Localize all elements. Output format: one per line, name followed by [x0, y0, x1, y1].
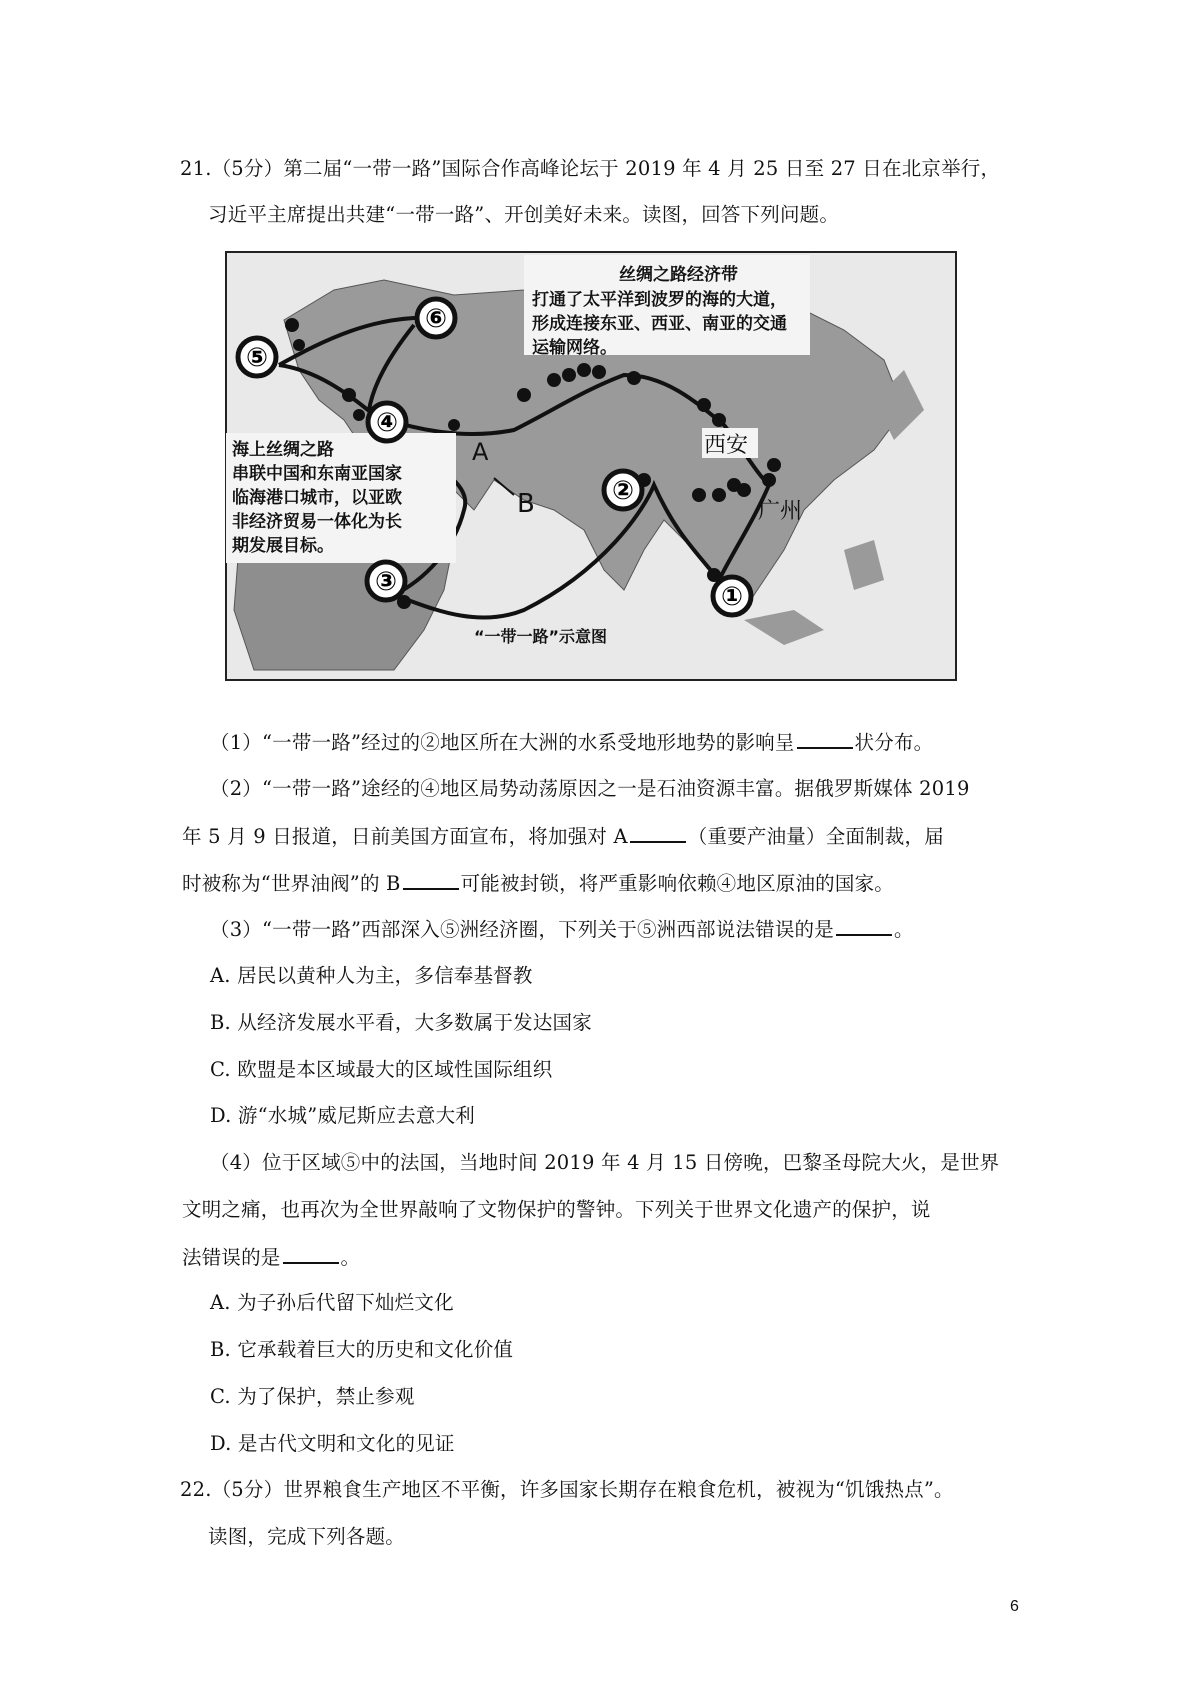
belt-and-road-map	[224, 250, 974, 690]
q21-sub4-option-a: A. 为子孙后代留下灿烂文化	[210, 1291, 454, 1314]
marker-3	[367, 562, 405, 600]
marker-2	[604, 471, 642, 509]
svg-text:②: ②	[611, 476, 635, 506]
q21-sub3-option-b: B. 从经济发展水平看，大多数属于发达国家	[210, 1011, 592, 1034]
sea-route-text: 串联中国和东南亚国家	[232, 464, 402, 484]
marker-1	[713, 577, 751, 615]
guangzhou-label: 广州	[758, 499, 803, 524]
q21-sub4-text: 法错误的是	[182, 1246, 281, 1269]
q21-sub4-text-end: 。	[340, 1246, 361, 1269]
marker-6	[417, 299, 455, 337]
q21-sub3-option-a: A. 居民以黄种人为主，多信奉基督教	[210, 964, 533, 987]
map-caption: “一带一路”示意图	[474, 627, 608, 646]
q21-sub2-line-1: （2）“一带一路”途经的④地区局势动荡原因之一是石油资源丰富。据俄罗斯媒体 2019	[210, 777, 970, 800]
q22-stem-line-2: 读图，完成下列各题。	[208, 1525, 406, 1548]
q21-sub3	[210, 914, 914, 945]
q21-sub4-line-1: （4）位于区域⑤中的法国，当地时间 2019 年 4 月 15 日傍晚，巴黎圣母院大火，是世界	[210, 1151, 1000, 1174]
land-route-text: 打通了太平洋到波罗的海的大道，	[532, 290, 787, 310]
answer-blank	[797, 727, 853, 749]
q21-sub2-text: 年 5 月 9 日报道，日前美国方面宣布，将加强对 A	[182, 825, 628, 848]
q21-sub3-text: （3）“一带一路”西部深入⑤洲经济圈，下列关于⑤洲西部说法错误的是	[210, 918, 834, 941]
q21-sub4-line-3	[182, 1242, 360, 1273]
q21-sub2-text: 时被称为“世界油阀”的 B	[182, 872, 401, 895]
marker-5	[238, 338, 276, 376]
q22-stem-line-1: 22.（5分）世界粮食生产地区不平衡，许多国家长期存在粮食危机，被视为“饥饿热点”。	[180, 1478, 954, 1501]
svg-text:①: ①	[720, 582, 744, 612]
svg-text:③: ③	[374, 567, 398, 597]
answer-blank	[630, 821, 686, 843]
page-number: 6	[1010, 1598, 1019, 1615]
q21-sub4-option-b: B. 它承载着巨大的历史和文化价值	[210, 1338, 514, 1361]
label-a: A	[472, 438, 489, 466]
q21-sub4-option-d: D. 是古代文明和文化的见证	[210, 1432, 455, 1455]
q21-sub2-line-3	[182, 868, 894, 899]
q21-sub2-line-2	[182, 821, 944, 852]
q21-stem-line-2: 习近平主席提出共建“一带一路”、开创美好未来。读图，回答下列问题。	[208, 203, 840, 226]
q21-sub4-option-c: C. 为了保护，禁止参观	[210, 1385, 415, 1408]
answer-blank	[403, 868, 459, 890]
land-route-text: 运输网络。	[532, 338, 617, 358]
svg-text:⑤: ⑤	[245, 343, 269, 373]
q21-sub3-option-d: D. 游“水城”威尼斯应去意大利	[210, 1104, 475, 1127]
q21-sub2-text: （重要产油量）全面制裁，届	[687, 825, 944, 848]
q21-sub1-text-end: 状分布。	[854, 731, 934, 754]
land-route-text: 形成连接东亚、西亚、南亚的交通	[532, 314, 787, 334]
svg-text:⑥: ⑥	[424, 304, 448, 334]
sea-route-text: 临海港口城市，以亚欧	[232, 488, 402, 508]
sea-route-text: 海上丝绸之路	[232, 440, 334, 460]
sea-route-text: 非经济贸易一体化为长	[232, 512, 402, 532]
marker-4	[368, 403, 406, 441]
q21-sub1-text: （1）“一带一路”经过的②地区所在大洲的水系受地形地势的影响呈	[210, 731, 795, 754]
q21-sub3-option-c: C. 欧盟是本区域最大的区域性国际组织	[210, 1058, 553, 1081]
land-route-title: 丝绸之路经济带	[619, 265, 738, 285]
q21-sub2-text: 可能被封锁，将严重影响依赖④地区原油的国家。	[460, 872, 894, 895]
q21-stem-line-1: 21.（5分）第二届“一带一路”国际合作高峰论坛于 2019 年 4 月 25 日至 27 日在北京举行，	[180, 157, 1001, 180]
svg-text:④: ④	[375, 408, 399, 438]
label-b: B	[517, 489, 535, 519]
sea-route-text: 期发展目标。	[232, 536, 334, 556]
q21-sub3-text-end: 。	[893, 918, 914, 941]
q21-sub1	[210, 727, 933, 758]
xian-label: 西安	[704, 433, 749, 458]
answer-blank	[283, 1242, 339, 1264]
answer-blank	[836, 914, 892, 936]
q21-sub4-line-2: 文明之痛，也再次为全世界敲响了文物保护的警钟。下列关于世界文化遗产的保护，说	[182, 1198, 931, 1221]
